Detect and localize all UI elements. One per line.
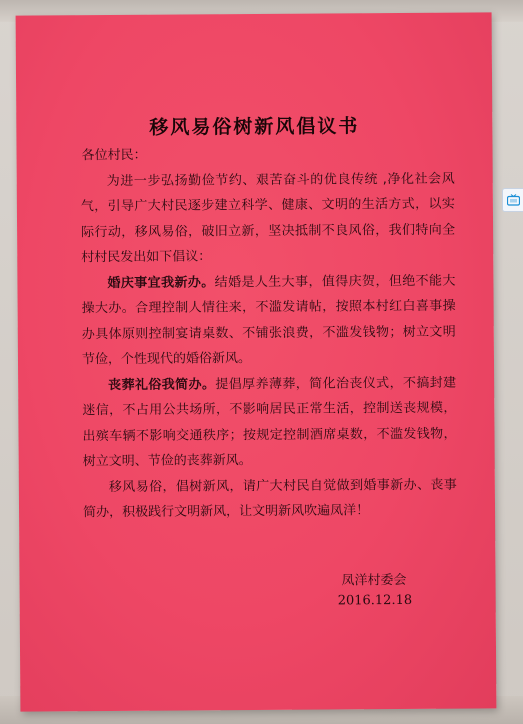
signature: 凤洋村委会 xyxy=(341,572,407,589)
proposal-paper xyxy=(16,12,497,711)
proposal-body xyxy=(80,141,457,526)
wedding-paragraph xyxy=(81,268,456,373)
side-tab-button[interactable] xyxy=(502,188,523,212)
closing-paragraph: 移风易俗，倡树新风，请广大村民自觉做到婚事新办、丧事简办，积极践行文明新风，让文明新风吹遍凤洋！ xyxy=(82,477,457,521)
proposal-title: 移风易俗树新风倡议书 xyxy=(149,115,360,139)
funeral-lead: 丧葬礼俗我简办。 xyxy=(108,376,216,393)
funeral-paragraph xyxy=(82,370,457,475)
date: 2016.12.18 xyxy=(337,592,413,609)
wedding-lead: 婚庆事宜我新办。 xyxy=(107,274,215,291)
wedding-text: 结婚是人生大事，值得庆贺，但绝不能大操大办。合理控制人情往来，不滥发请帖，按照本村红白喜事操办具体原则控制宴请桌数、不铺张浪费，不滥发钱物；树立文明节俭，个性现代的婚俗新风。 xyxy=(81,273,456,368)
salutation: 各位村民： xyxy=(81,147,147,164)
funeral-text: 提倡厚养薄葬，简化治丧仪式，不搞封建迷信，不占用公共场所，不影响居民正常生活，控制送丧规模，出殡车辆不影响交通秩序；按规定控制酒席桌数，不滥发钱物，树立文明、节俭的丧葬新风。 xyxy=(82,375,457,470)
intro-paragraph: 为进一步弘扬勤俭节约、艰苦奋斗的优良传统 ,净化社会风气，引导广大村民逐步建立科学、健康、文明的生活方式，以实际行动，移风易俗，破旧立新，坚决抵制不良风俗，我们特向全村村民发出如下倡议： xyxy=(80,171,456,266)
